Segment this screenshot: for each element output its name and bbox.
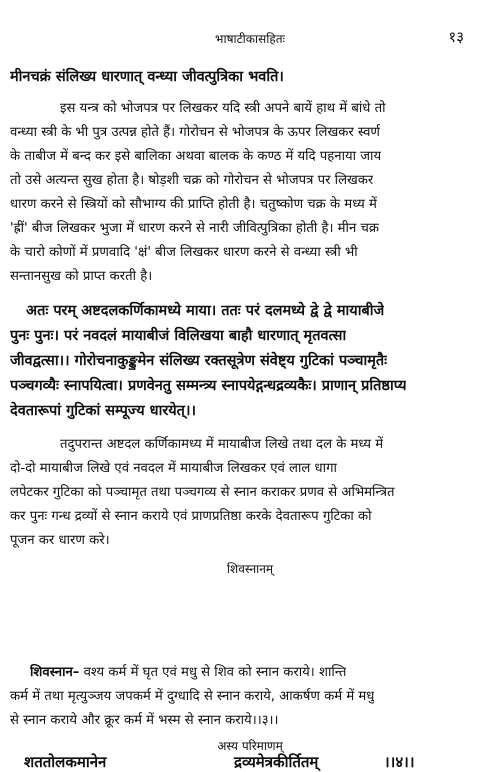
sanskrit-line: देवतारूपां गुटिकां सम्पूज्य धारयेत्।।: [10, 403, 196, 419]
verse-word: शततोलकमानेन: [24, 753, 107, 771]
hindi-line: लपेटकर गुटिका को पञ्चामृत तथा पञ्चगव्य से स्नान कराकर प्रणव से अभिमन्त्रित: [10, 485, 395, 500]
sanskrit-line: पुनः पुनः। परं नवदलं मायाबीजं विलिखया बाहौ धारणात् मृतवत्सा: [10, 328, 347, 344]
hindi-line: [30, 662, 346, 680]
sanskrit-line: मीनचक्रं संलिख्य धारणात् वन्ध्या जीवत्पुत्रिका भवति।: [10, 69, 284, 85]
hindi-line: पूजन कर धारण करे।: [10, 533, 110, 548]
hindi-line: वन्ध्या स्त्री के भी पुत्र उत्पन्न होते हैं। गोरोचन से भोजपत्र के ऊपर लिखकर स्वर्ण: [10, 125, 380, 140]
section-heading: अस्य परिमाणम्: [217, 739, 283, 753]
hindi-line: 'ह्रीं' बीज लिखकर भुजा में धारण करने से नारी जीवित्पुत्रिका होती है। मीन चक्र: [10, 221, 379, 236]
page-number: १३: [448, 28, 464, 46]
running-title: भाषाटीकासहितः: [215, 32, 285, 46]
hindi-line: कर्म में तथा मृत्युञ्जय जपकर्म में दुग्धादि से स्नान कराये, आकर्षण कर्म में मधु: [10, 689, 375, 704]
sanskrit-line: पञ्चगव्यैः स्नापयित्वा। प्रणवेनतु सम्मन्त्र्य स्नापयेद्गन्धद्रव्यकैः। प्राणान् प्रतिष्ठाप्य: [10, 378, 407, 394]
hindi-line: इस यन्त्र को भोजपत्र पर लिखकर यदि स्त्री अपने बायें हाथ में बांधे तो: [60, 101, 386, 116]
hindi-line: के ताबीज में बन्द कर इसे बालिका अथवा बालक के कण्ठ में यदि पहनाया जाय: [10, 149, 382, 164]
verse-word: ।।४।।: [384, 753, 415, 771]
hindi-line: सन्तानसुख को प्राप्त करती है।: [10, 269, 153, 284]
hindi-line: धारण करने से स्त्रियों को सौभाग्य की प्राप्ति होती है। चतुष्कोण चक्र के मध्य में: [10, 197, 377, 212]
page-header: [0, 30, 500, 48]
hindi-line: तो उसे अत्यन्त सुख होता है। षोड़शी चक्र को गोरोचन से भोजपत्र पर लिखकर: [10, 173, 374, 188]
hindi-line: कर पुनः गन्ध द्रव्यों से स्नान कराये एवं प्राणप्रतिष्ठा करके देवतारूप गुटिका को: [10, 509, 372, 524]
hindi-line: तदुपरान्त अष्टदल कर्णिकामध्य में मायाबीज लिखे तथा दल के मध्य में: [60, 437, 384, 452]
sanskrit-line: अतः परम् अष्टदलकर्णिकामध्ये माया। ततः परं दलमध्ये द्वे द्वे मायाबीजे: [26, 303, 385, 319]
lead-term: शिवस्नान–: [30, 665, 80, 680]
hindi-text: वश्य कर्म में घृत एवं मधु से शिव को स्नान कराये। शान्ति: [79, 665, 347, 680]
sanskrit-line: जीवद्वत्सा।। गोरोचनाकुङ्कुमेन संलिख्य रक्तसूत्रेण संवेष्ट्य गुटिकां पञ्चामृतैः: [10, 353, 388, 369]
section-heading: शिवस्नानम्: [226, 562, 274, 576]
hindi-line: के चारो कोणों में प्रणवादि 'क्षं' बीज लिखकर धारण करने से वन्ध्या स्त्री भी: [10, 245, 358, 260]
hindi-line: से स्नान कराये और क्रूर कर्म में भस्म से स्नान कराये।।३।।: [10, 713, 279, 728]
verse-line: [24, 752, 494, 772]
hindi-line: दो-दो मायाबीज लिखे एवं नवदल में मायाबीज लिखकर एवं लाल धागा: [10, 461, 337, 476]
verse-word: द्रव्यमेत्रकीर्तितम्: [234, 753, 319, 771]
